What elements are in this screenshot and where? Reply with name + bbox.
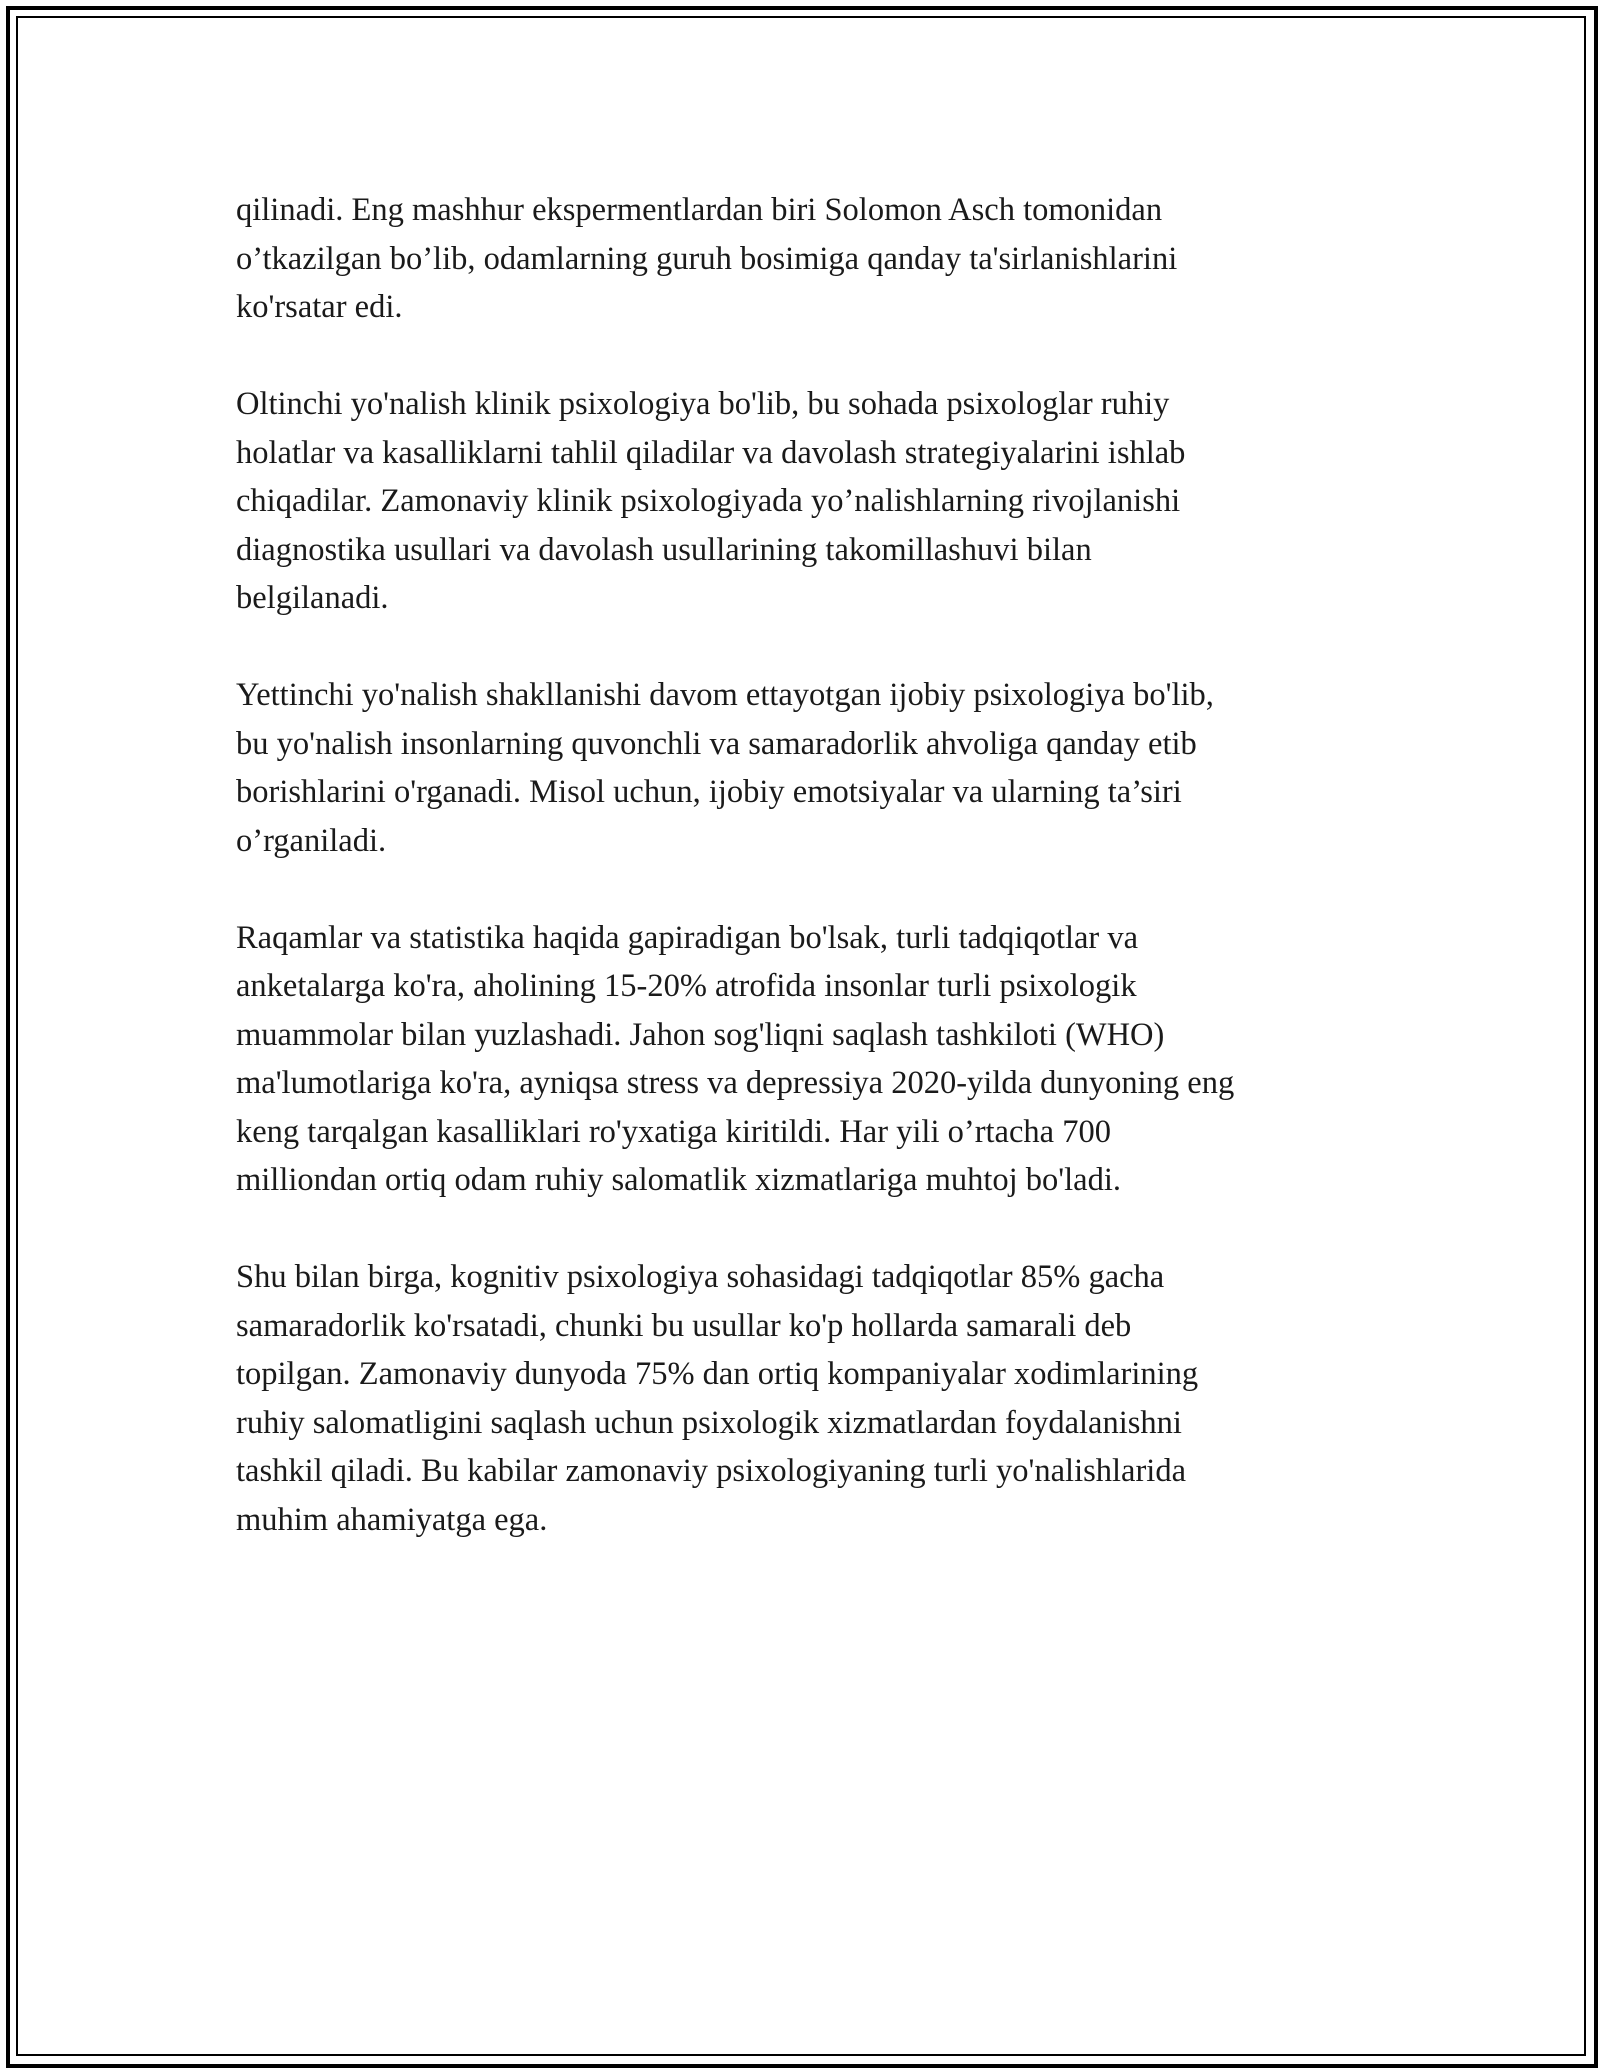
text-line: belgilanadi. (236, 580, 389, 616)
text-line: milliondan ortiq odam ruhiy salomatlik xizmatlariga muhtoj bo'ladi. (236, 1162, 1122, 1198)
text-line: topilgan. Zamonaviy dunyoda 75% dan ortiq kompaniyalar xodimlarining (236, 1356, 1199, 1392)
text-line: samaradorlik ko'rsatadi, chunki bu usullar ko'p hollarda samarali deb (236, 1307, 1132, 1344)
paragraph (236, 380, 1366, 623)
text-line: o’tkazilgan bo’lib, odamlarning guruh bosimiga qanday ta'sirlanishlarini (236, 240, 1178, 277)
text-line: Raqamlar va statistika haqida gapiradigan bo'lsak, turli tadqiqotlar va (236, 919, 1139, 956)
text-line: holatlar va kasalliklarni tahlil qiladilar va davolash strategiyalarini ishlab (236, 434, 1186, 471)
text-line: ma'lumotlariga ko'ra, ayniqsa stress va depressiya 2020-yilda dunyoning eng (236, 1065, 1235, 1101)
text-line: borishlarini o'rganadi. Misol uchun, ijobiy emotsiyalar va ularning ta’siri (236, 774, 1182, 810)
text-line: bu yo'nalish insonlarning quvonchli va samaradorlik ahvoliga qanday etib (236, 725, 1197, 762)
text-line: diagnostika usullari va davolash usullarining takomillashuvi bilan (236, 531, 1092, 568)
text-line: muhim ahamiyatga ega. (236, 1501, 548, 1538)
text-line: ko'rsatar edi. (236, 289, 403, 325)
text-line: chiqadilar. Zamonaviy klinik psixologiyada yo’nalishlarning rivojlanishi (236, 483, 1181, 519)
text-line: qilinadi. Eng mashhur ekspermentlardan biri Solomon Asch tomonidan (236, 192, 1163, 228)
paragraph (236, 1253, 1366, 1544)
text-line: Yettinchi yo'nalish shakllanishi davom ettayotgan ijobiy psixologiya bo'lib, (236, 677, 1214, 713)
paragraph (236, 671, 1366, 865)
text-line: Oltinchi yo'nalish klinik psixologiya bo'lib, bu sohada psixologlar ruhiy (236, 386, 1170, 422)
text-line: anketalarga ko'ra, aholining 15-20% atrofida insonlar turli psixologik (236, 968, 1137, 1004)
text-line: tashkil qiladi. Bu kabilar zamonaviy psixologiyaning turli yo'nalishlarida (236, 1453, 1186, 1489)
text-line: muammolar bilan yuzlashadi. Jahon sog'liqni saqlash tashkiloti (WHO) (236, 1016, 1165, 1053)
text-line: keng tarqalgan kasalliklari ro'yxatiga kiritildi. Har yili o’rtacha 700 (236, 1113, 1111, 1150)
paragraph (236, 186, 1366, 332)
paragraph (236, 914, 1366, 1205)
text-line: ruhiy salomatligini saqlash uchun psixologik xizmatlardan foydalanishni (236, 1404, 1182, 1441)
text-line: Shu bilan birga, kognitiv psixologiya sohasidagi tadqiqotlar 85% gacha (236, 1259, 1165, 1295)
text-line: o’rganiladi. (236, 822, 387, 859)
document-body (236, 186, 1366, 1593)
